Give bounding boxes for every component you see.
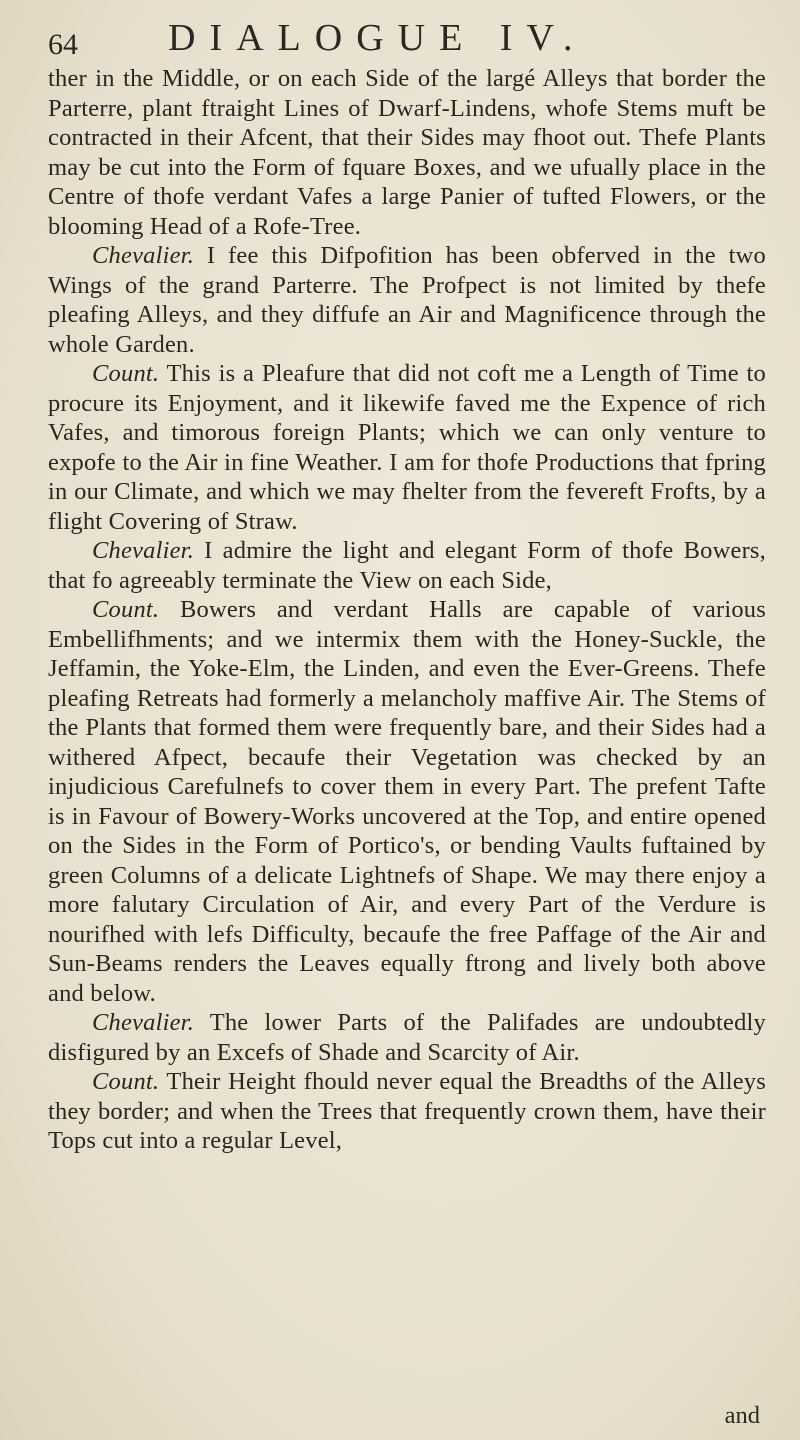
paragraph-text: ther in the Middle, or on each Side of the largé Alleys that border the Parterre, plant ftraight Lines of Dwarf-Lindens, whofe Stems muft be contracted in their Afcent, that their Sides may fhoot out. Thefe Plants may be cut into the Form of fquare Boxes, and we ufually place in the Centre of thofe verdant Vafes a large Panier of tufted Flowers, or the blooming Head of a Rofe-Tree. [48, 65, 766, 240]
speaker-name: Chevalier. [92, 1009, 195, 1036]
paragraph-text: I fee this Difpofition has been obferved in the two Wings of the grand Parterre. The Profpect is not limited by thefe pleafing Alleys, and they diffufe an Air and Magnificence through the whole Garden. [48, 242, 766, 358]
speaker-name: Chevalier. [92, 242, 195, 269]
speaker-name: Count. [92, 1068, 160, 1095]
catchword: and [724, 1402, 760, 1429]
paragraph-text: Their Height fhould never equal the Breadths of the Alleys they border; and when the Trees that frequently crown them, have their Tops cut into a regular Level, [48, 1068, 766, 1154]
page-header [48, 10, 748, 60]
paragraph [48, 241, 766, 359]
paragraph [48, 64, 766, 241]
paragraph [48, 1067, 766, 1156]
paragraph-text: I admire the light and elegant Form of thofe Bowers, that fo agreeably terminate the View on each Side, [48, 537, 766, 594]
paragraph-text: The lower Parts of the Palifades are undoubtedly disfigured by an Excefs of Shade and Scarcity of Air. [48, 1009, 766, 1066]
body-text [48, 64, 766, 1156]
paragraph [48, 359, 766, 536]
speaker-name: Count. [92, 596, 160, 623]
speaker-name: Count. [92, 360, 160, 387]
paragraph [48, 595, 766, 1008]
running-head: DIALOGUE IV. [168, 17, 587, 59]
paragraph [48, 1008, 766, 1067]
paragraph [48, 536, 766, 595]
page-number: 64 [48, 28, 78, 61]
paragraph-text: Bowers and verdant Halls are capable of various Embellifhments; and we intermix them with the Honey-Suckle, the Jeffamin, the Yoke-Elm, the Linden, and even the Ever-Greens. Thefe pleafing Retreats had formerly a melancholy maffive Air. The Stems of the Plants that formed them were frequently bare, and their Sides had a withered Afpect, becaufe their Vegetation was checked by an injudicious Carefulnefs to cover them in every Part. The prefent Tafte is in Favour of Bowery-Works uncovered at the Top, and entire opened on the Sides in the Form of Portico's, or bending Vaults fuftained by green Columns of a delicate Lightnefs of Shape. We may there enjoy a more falutary Circulation of Air, and every Part of the Verdure is nourifhed with lefs Difficulty, becaufe the free Paffage of the Air and Sun-Beams renders the Leaves equally ftrong and lively both above and below. [48, 596, 766, 1007]
paragraph-text: This is a Pleafure that did not coft me a Length of Time to procure its Enjoyment, and it likewife faved me the Expence of rich Vafes, and timorous foreign Plants; which we can only venture to expofe to the Air in fine Weather. I am for thofe Productions that fpring in our Climate, and which we may fhelter from the fevereft Frofts, by a flight Covering of Straw. [48, 360, 766, 535]
speaker-name: Chevalier. [92, 537, 195, 564]
